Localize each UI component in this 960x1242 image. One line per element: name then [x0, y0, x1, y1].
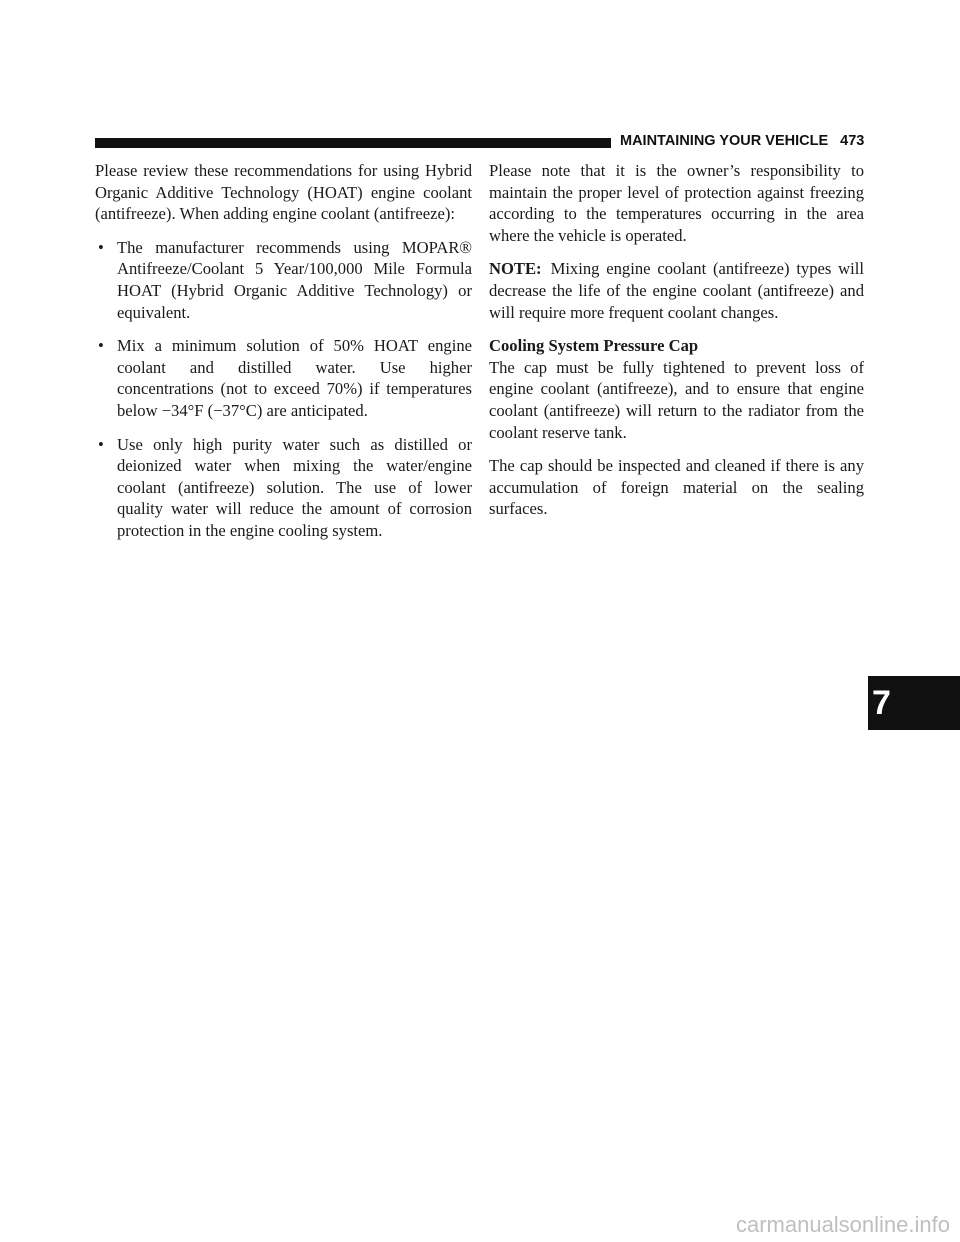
- right-column: [489, 160, 864, 532]
- page-number: 473: [840, 133, 865, 149]
- left-column: [95, 160, 472, 554]
- bullet-dot: •: [98, 434, 104, 454]
- cap-inspection-paragraph: The cap should be inspected and cleaned if there is any accumulation of foreign material on the sealing surfaces.: [489, 456, 864, 519]
- section-heading: Cooling System Pressure Cap: [489, 336, 699, 356]
- bullet-text: The manufacturer recommends using MOPAR® Antifreeze/Coolant 5 Year/100,000 Mile Formula HOAT (Hybrid Organic Additive Technology) or equivalent.: [117, 237, 472, 322]
- note-text: Mixing engine coolant (antifreeze) types will decrease the life of the engine coolant (antifreeze) and will require more frequent coolant changes.: [489, 259, 864, 322]
- section-title: MAINTAINING YOUR VEHICLE: [620, 133, 829, 149]
- note-label: NOTE:: [489, 259, 542, 279]
- bullet-text: Mix a minimum solution of 50% HOAT engine coolant and distilled water. Use higher concentrations (not to exceed 70%) if temperatures below −34°F (−37°C) are anticipated.: [117, 336, 472, 420]
- intro-paragraph: Please review these recommendations for using Hybrid Organic Additive Technology (HOAT) engine coolant (antifreeze). When adding engine coolant (antifreeze):: [95, 161, 472, 224]
- header-rule: [95, 138, 611, 148]
- bullet-item: [95, 237, 472, 323]
- bullet-dot: •: [98, 237, 104, 257]
- responsibility-paragraph: Please note that it is the owner’s responsibility to maintain the proper level of protection against freezing according to the temperatures occurring in the area where the vehicle is operated.: [489, 161, 864, 245]
- chapter-tab: 7: [868, 676, 960, 730]
- watermark: carmanualsonline.info: [735, 1212, 950, 1237]
- running-header: [620, 133, 864, 149]
- bullet-text: Use only high purity water such as distilled or deionized water when mixing the water/engine coolant (antifreeze) solution. The use of lower quality water will reduce the amount of corrosion protection in the engine cooling system.: [117, 434, 472, 540]
- bullet-item: [95, 335, 472, 421]
- note-paragraph: [489, 258, 864, 323]
- bullet-item: [95, 434, 472, 542]
- bullet-dot: •: [98, 336, 104, 356]
- cap-paragraph: The cap must be fully tightened to prevent loss of engine coolant (antifreeze), and to ensure that engine coolant (antifreeze) will return to the radiator from the coolant reserve tank.: [489, 357, 864, 442]
